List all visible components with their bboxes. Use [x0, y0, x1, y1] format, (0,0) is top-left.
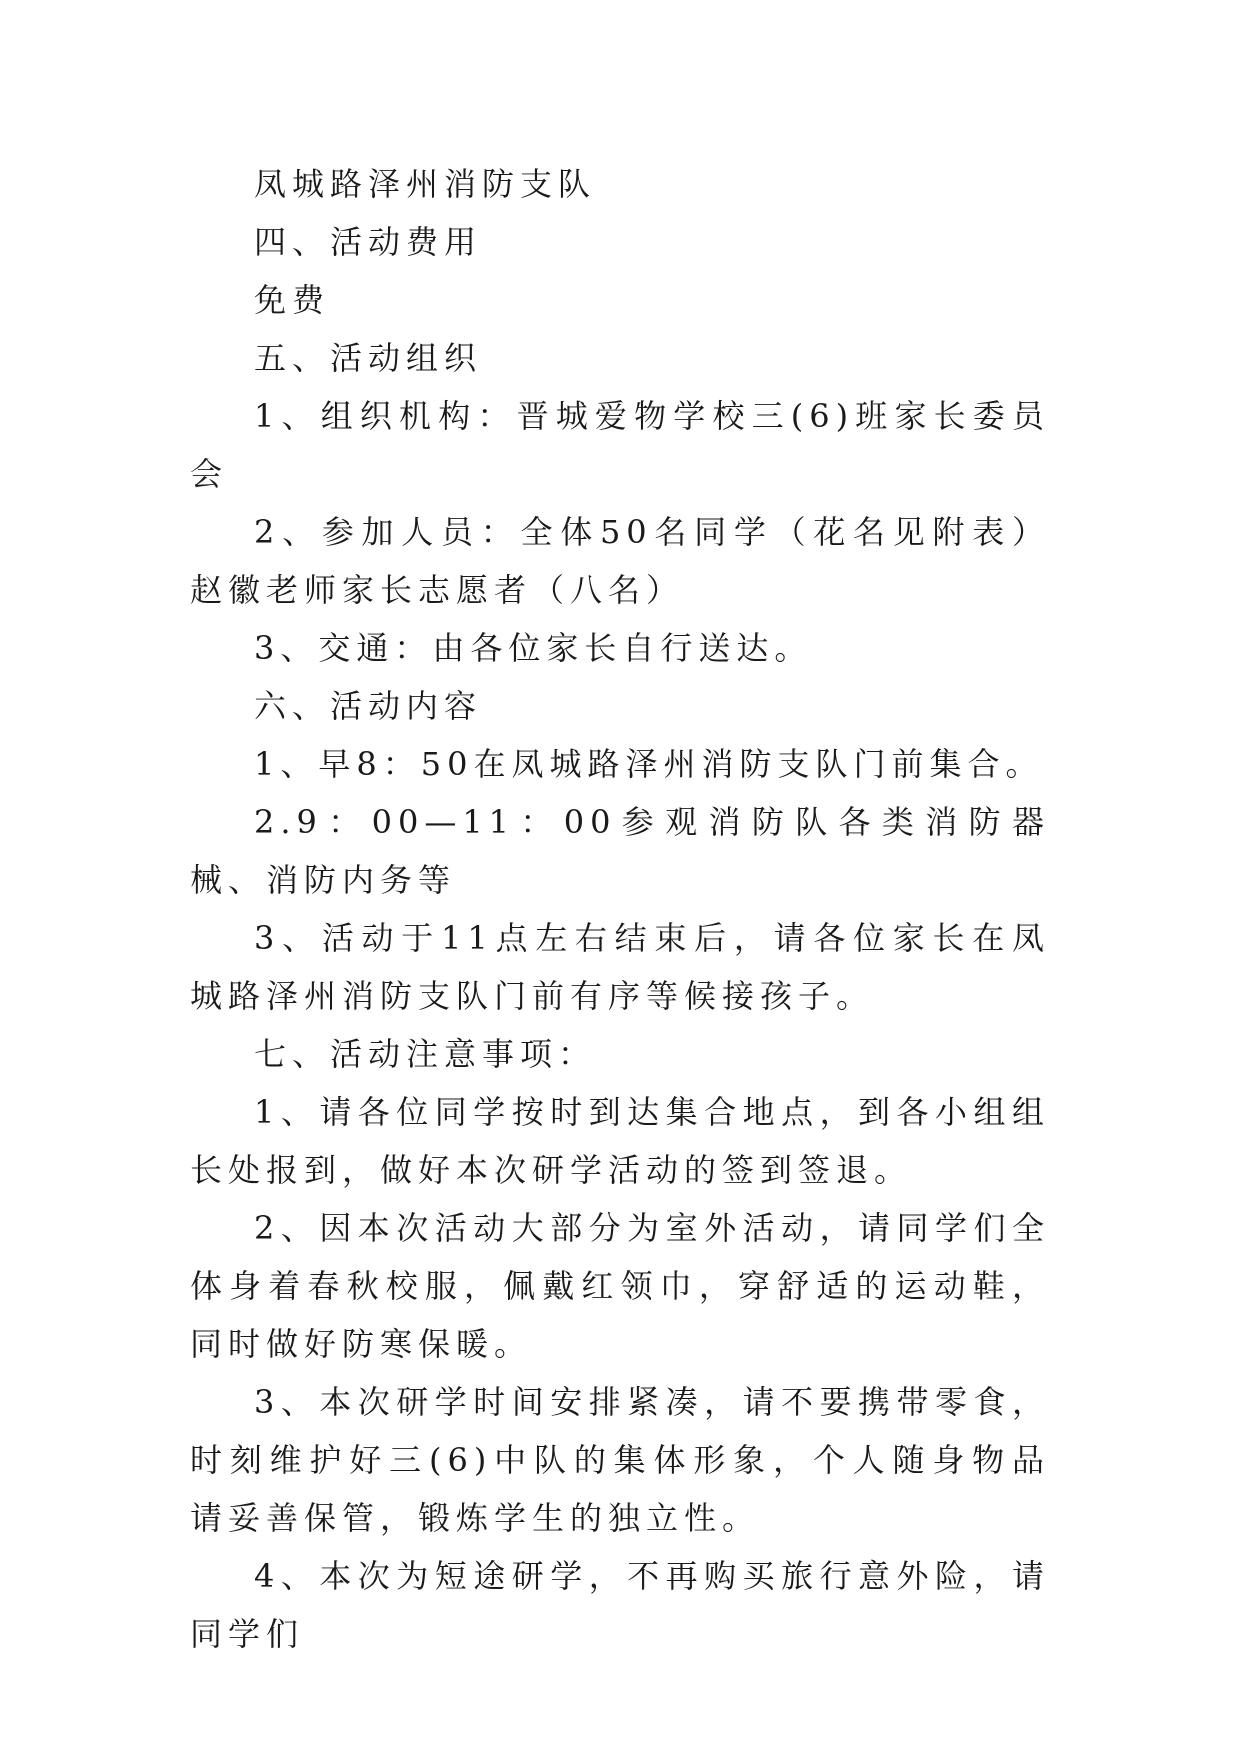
paragraph: 1、早8：50在凤城路泽州消防支队门前集合。: [254, 745, 1044, 783]
paragraph: 3、本次研学时间安排紧凑，请不要携带零食，时刻维护好三(6)中队的集体形象，个人随身物品请妥善保管，锻炼学生的独立性。: [190, 1383, 1050, 1537]
section-heading: 七、活动注意事项：: [254, 1035, 597, 1073]
document-body: [190, 155, 1050, 1663]
section-heading: 五、活动组织: [254, 339, 483, 377]
paragraph: 免费: [254, 281, 331, 319]
paragraph: 4、本次为短途研学，不再购买旅行意外险，请同学们: [190, 1557, 1050, 1653]
paragraph: 3、交通：由各位家长自行送达。: [254, 629, 813, 667]
section-heading: 四、活动费用: [254, 223, 483, 261]
section-heading: 六、活动内容: [254, 687, 483, 725]
paragraph: 3、活动于11点左右结束后，请各位家长在凤城路泽州消防支队门前有序等候接孩子。: [190, 919, 1050, 1015]
paragraph: 2、参加人员：全体50名同学（花名见附表）赵徽老师家长志愿者（八名）: [190, 513, 1050, 609]
paragraph: 1、请各位同学按时到达集合地点，到各小组组长处报到，做好本次研学活动的签到签退。: [190, 1093, 1050, 1189]
paragraph: 凤城路泽州消防支队: [254, 165, 597, 203]
paragraph: 2、因本次活动大部分为室外活动，请同学们全体身着春秋校服，佩戴红领巾，穿舒适的运动鞋，同时做好防寒保暖。: [190, 1209, 1050, 1363]
paragraph: 2.9：00—11：00参观消防队各类消防器械、消防内务等: [190, 803, 1050, 899]
paragraph: 1、组织机构：晋城爱物学校三(6)班家长委员会: [190, 397, 1050, 493]
